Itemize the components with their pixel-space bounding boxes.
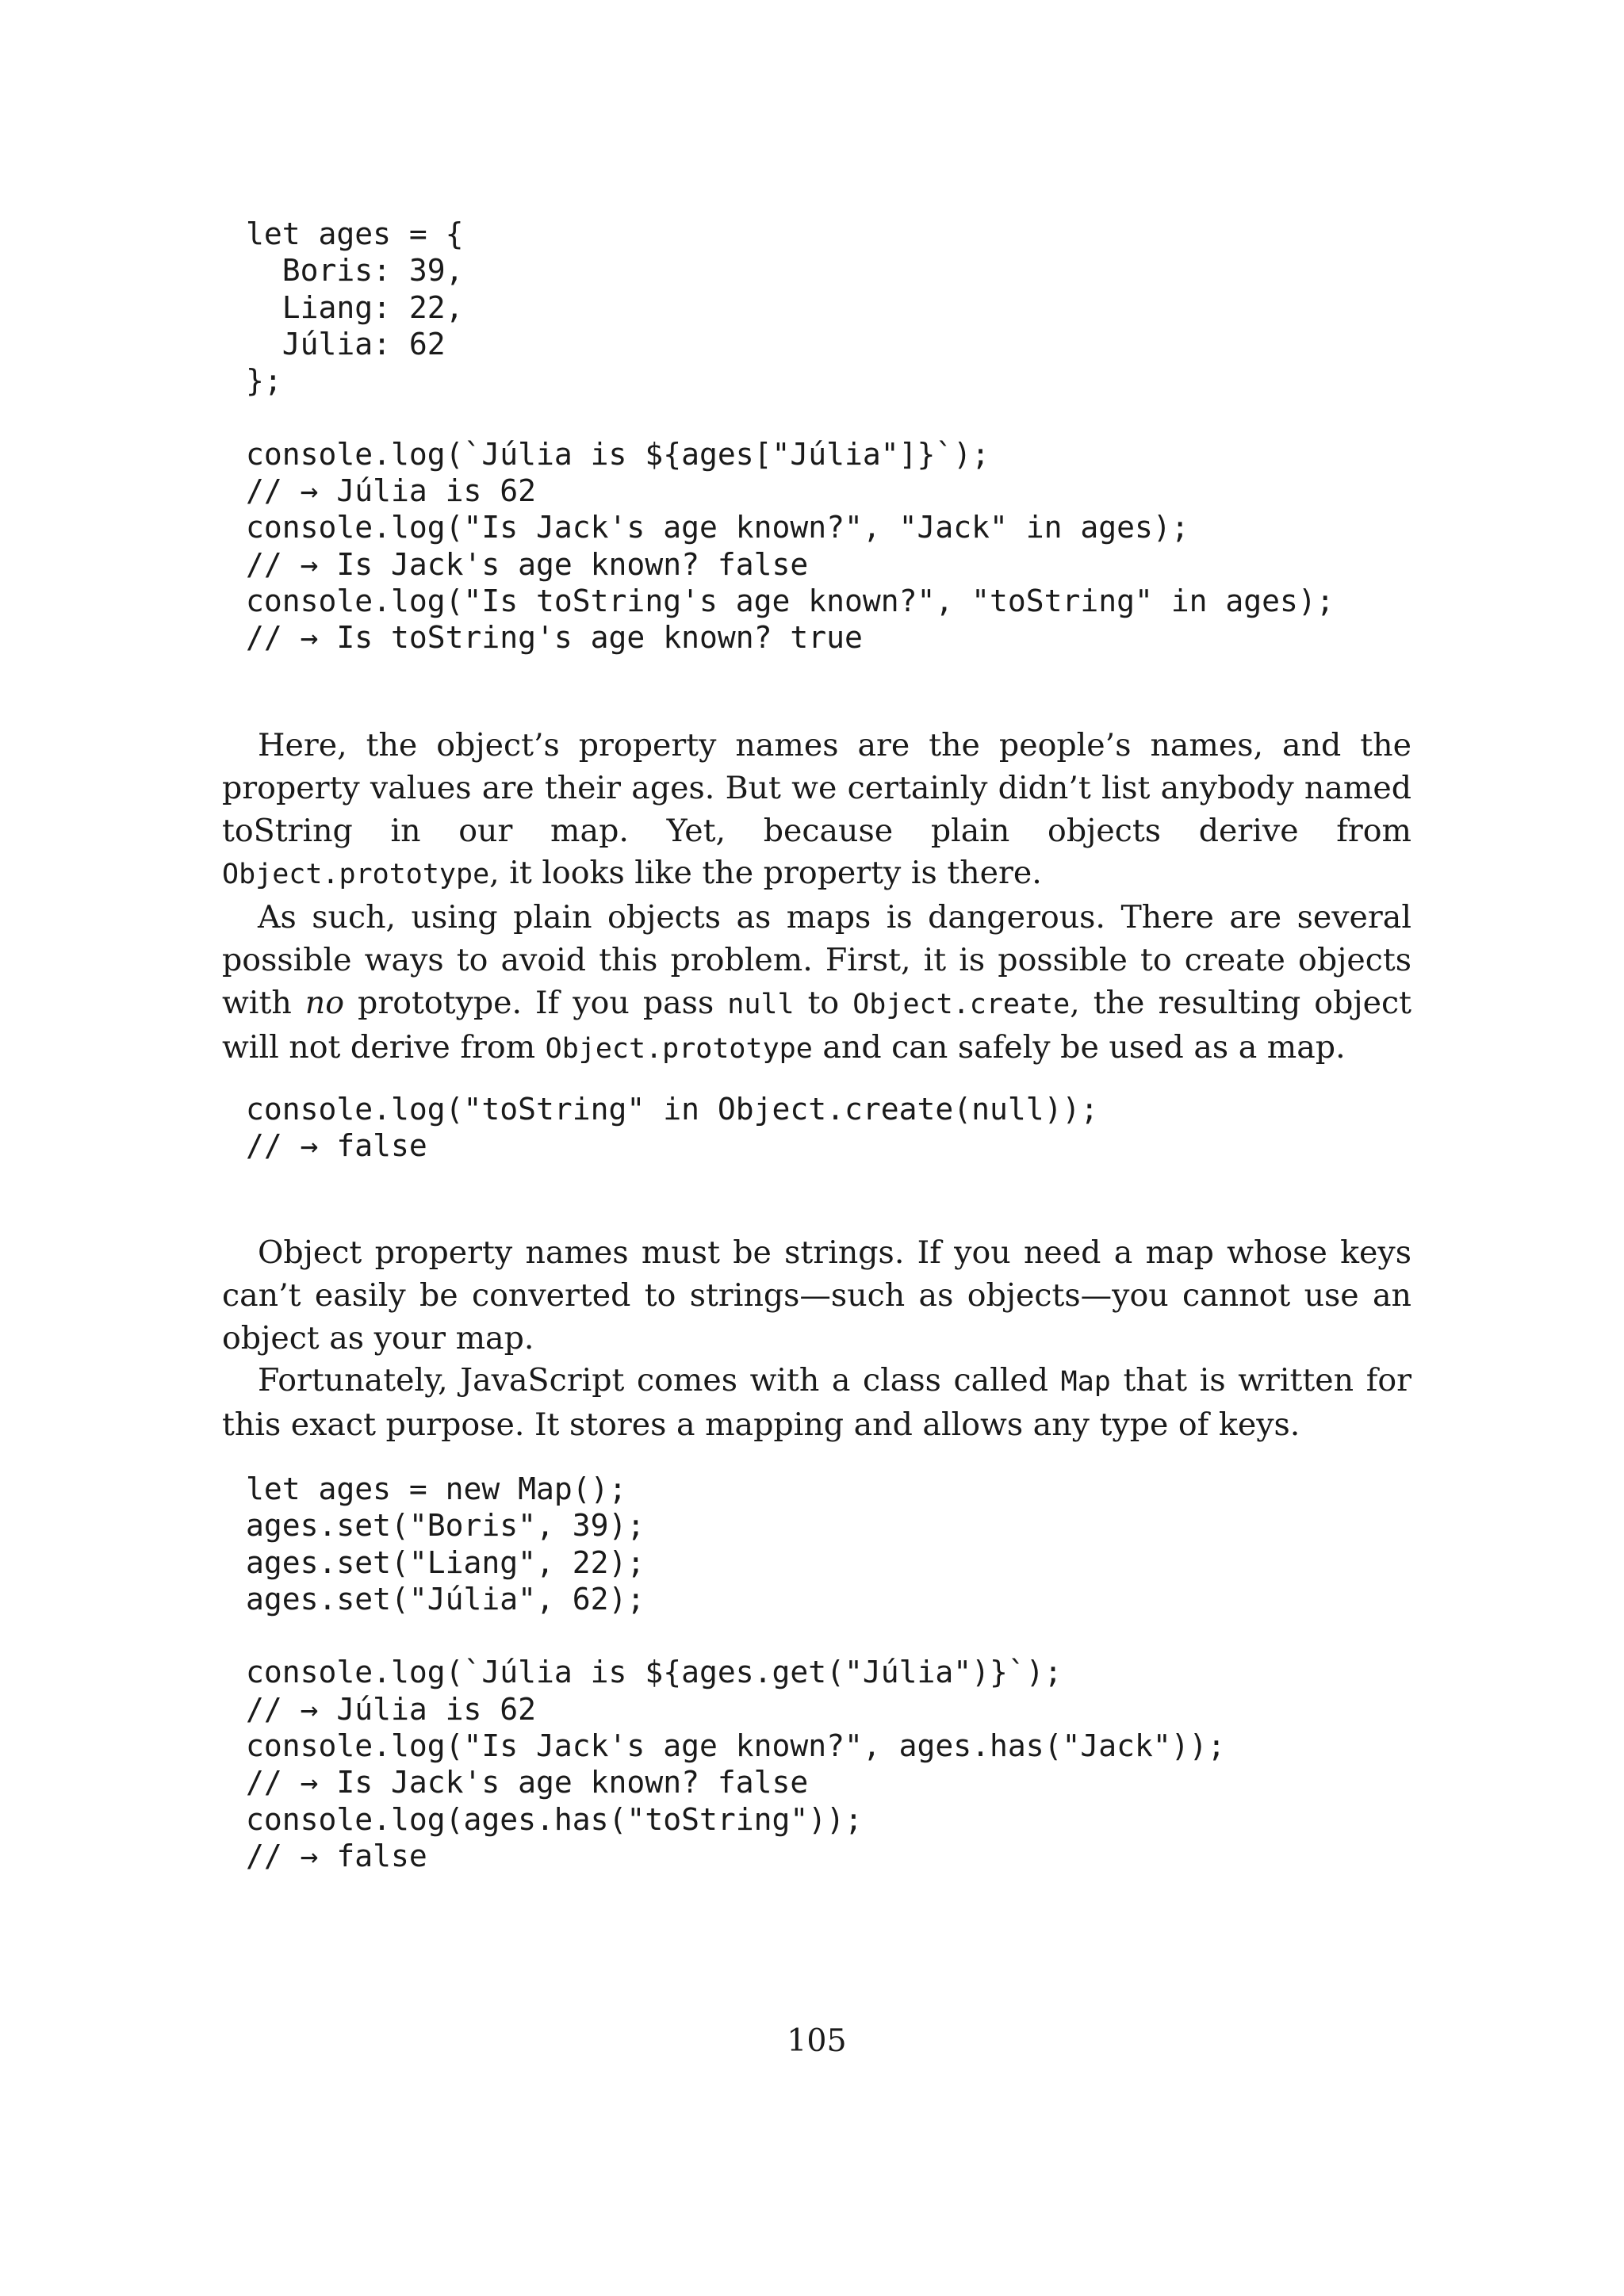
paragraph-map-class: Fortunately, JavaScript comes with a class called Map that is written for this exact purpose. It stores a mapping and allows any type of keys. (222, 1362, 1411, 1444)
inline-code: Object.create (852, 988, 1071, 1020)
paragraph-prototype-issue: Here, the object’s property names are the people’s names, and the property values are their ages. But we certainly didn’t list anybody named toString in our map. Yet, because plain objects derive from Object.prototype, it looks like the property is there. (222, 727, 1411, 892)
inline-code: Object.prototype (545, 1032, 813, 1065)
emphasis: no (304, 984, 345, 1021)
code-block-object-create: console.log("toString" in Object.create(null)); // → false (246, 1092, 1099, 1164)
book-page (222, 0, 1411, 2296)
inline-code: null (727, 988, 795, 1020)
inline-code: Map (1060, 1366, 1111, 1399)
code-block-object-map: let ages = { Boris: 39, Liang: 22, Júlia: 62 }; console.log(`Júlia is ${ages["Júlia"]}`); // → Júlia is 62 console.log("Is Jack's age known?", "Jack" in ages); // → Is Jack's age known? false console.log("Is toString's age known?", "toString" in ages); // → Is toString's age known? true (246, 216, 1335, 656)
page-number: 105 (787, 2022, 847, 2059)
text-section-1 (222, 725, 1411, 1070)
paragraph-string-keys: Object property names must be strings. If you need a map whose keys can’t easily be converted to strings—such as objects—you cannot use an object as your map. (222, 1234, 1411, 1357)
code-block-map-usage: let ages = new Map(); ages.set("Boris", 39); ages.set("Liang", 22); ages.set("Júlia", 62); console.log(`Júlia is ${ages.get("Júlia")}`); // → Júlia is 62 console.log("Is Jack's age known?", ages.has("Jack")); // → Is Jack's age known? false console.log(ages.has("toString")); // → false (246, 1471, 1226, 1873)
paragraph-avoid-problem: As such, using plain objects as maps is dangerous. There are several possible ways to avoid this problem. First, it is possible to create objects with no prototype. If you pass null to Object.create, the resulting object will not derive from Object.prototype and can safely be used as a map. (222, 899, 1411, 1066)
text-section-2 (222, 1232, 1411, 1447)
inline-code: Object.prototype (222, 859, 490, 891)
